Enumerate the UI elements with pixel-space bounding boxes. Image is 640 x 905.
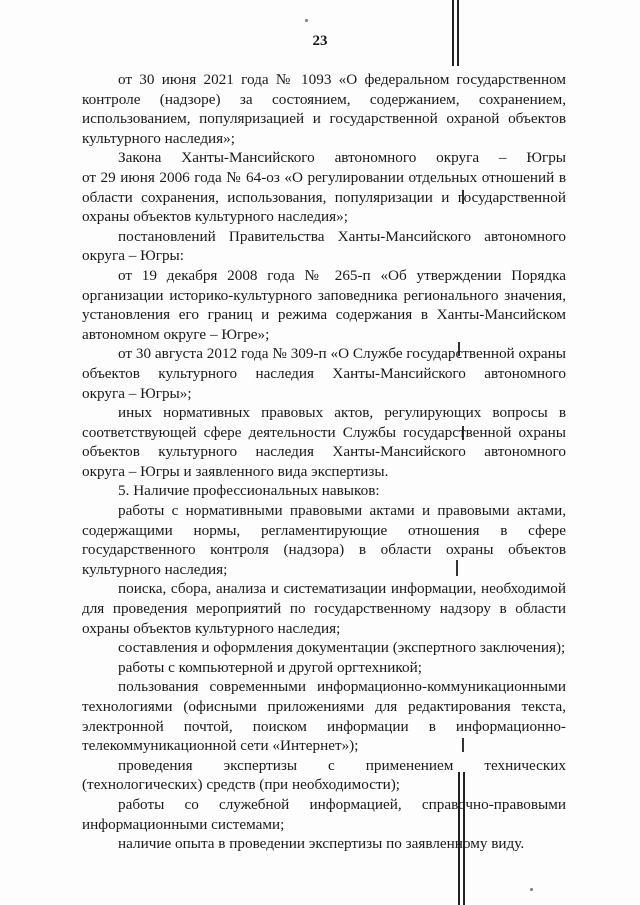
text-line: проведения экспертизы с применением технических <box>118 756 566 774</box>
text-line: составления и оформления документации (экспертного заключения); <box>118 639 566 657</box>
paragraph <box>82 834 566 854</box>
text-line: работы со служебной информацией, справочно-правовыми <box>118 795 566 813</box>
scan-speck <box>530 888 533 891</box>
text-line: округа – Югры»; <box>82 384 192 402</box>
text-line: от 30 августа 2012 года № 309-п «О Службе государственной охраны <box>118 345 566 363</box>
paragraph <box>82 756 566 795</box>
text-line: 5. Наличие профессиональных навыков: <box>118 482 380 500</box>
text-line: содержащими нормы, регламентирующие отношения в сфере <box>82 521 566 539</box>
text-line: технологиями (офисными приложениями для редактирования текста, <box>82 698 566 715</box>
paragraph <box>82 638 566 658</box>
text-line: автономном округе – Югре»; <box>82 325 270 343</box>
text-line: поиска, сбора, анализа и систематизации информации, необходимой <box>118 580 566 598</box>
text-line: электронной почтой, поиском информации в информационно- <box>82 717 566 735</box>
paragraph <box>82 266 566 344</box>
text-line: от 29 июня 2006 года № 64-оз «О регулировании отдельных отношений в <box>82 168 566 186</box>
text-line: объектов культурного наследия Ханты-Мансийского автономного <box>82 364 566 382</box>
document-body <box>82 70 566 854</box>
text-line: использованием, популяризацией и государственной охраной объектов <box>82 110 566 128</box>
text-line: области сохранения, использования, популяризации и государственной <box>82 188 566 206</box>
paragraph <box>82 481 566 501</box>
text-line: работы с компьютерной и другой оргтехникой; <box>118 658 422 676</box>
text-line: Закона Ханты-Мансийского автономного округа – Югры <box>118 149 566 167</box>
text-line: культурного наследия»; <box>82 129 235 147</box>
paragraph <box>82 403 566 481</box>
text-line: информационными системами; <box>82 815 285 833</box>
paragraph <box>82 148 566 226</box>
text-line: охраны объектов культурного наследия»; <box>82 208 348 226</box>
paragraph <box>82 227 566 266</box>
text-line: организации историко-культурного заповедника регионального значения, <box>82 286 566 304</box>
text-line: от 19 декабря 2008 года № 265-п «Об утверждении Порядка <box>118 266 566 284</box>
text-line: работы с нормативными правовыми актами и правовыми актами, <box>118 502 566 520</box>
text-line: от 30 июня 2021 года № 1093 «О федеральном государственном <box>118 71 566 88</box>
text-line: для проведения мероприятий по государственному надзору в области <box>82 600 566 618</box>
paragraph <box>82 658 566 678</box>
text-line: государственного контроля (надзора) в области охраны объектов <box>82 541 566 559</box>
paragraph <box>82 677 566 755</box>
paragraph <box>82 501 566 579</box>
text-line: объектов культурного наследия Ханты-Мансийского автономного <box>82 443 566 461</box>
page-number: 23 <box>312 33 328 49</box>
text-line: округа – Югры и заявленного вида экспертизы. <box>82 462 389 480</box>
paragraph <box>82 795 566 834</box>
text-line: соответствующей сфере деятельности Службы государственной охраны <box>82 423 566 441</box>
text-line: телекоммуникационной сети «Интернет»); <box>82 737 359 755</box>
text-line: контроле (надзоре) за состоянием, содержанием, сохранением, <box>82 90 566 108</box>
text-line: пользования современными информационно-коммуникационными <box>118 678 566 696</box>
paragraph <box>82 70 566 148</box>
text-line: охраны объектов культурного наследия; <box>82 619 341 637</box>
text-line: культурного наследия; <box>82 560 228 578</box>
scan-speck <box>305 19 308 22</box>
text-line: (технологических) средств (при необходимости); <box>82 776 400 794</box>
paragraph <box>82 344 566 403</box>
text-line: округа – Югры: <box>82 247 184 265</box>
text-line: наличие опыта в проведении экспертизы по заявленному виду. <box>118 835 525 853</box>
paragraph <box>82 579 566 638</box>
text-line: постановлений Правительства Ханты-Мансийского автономного <box>118 227 566 245</box>
text-line: иных нормативных правовых актов, регулирующих вопросы в <box>118 404 566 422</box>
text-line: установления его границ и режима содержания в Ханты-Мансийском <box>82 306 566 324</box>
